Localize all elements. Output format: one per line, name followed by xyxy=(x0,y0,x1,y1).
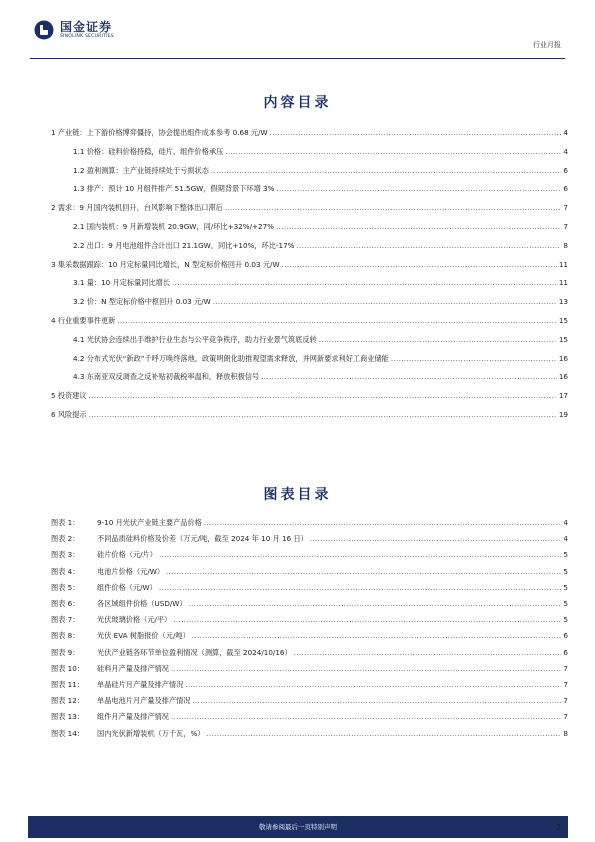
figure-label: 图表 6： xyxy=(51,599,80,608)
figure-label: 图表 3： xyxy=(51,550,80,560)
page-ref: 16 xyxy=(558,372,568,382)
dot-leader xyxy=(206,729,561,739)
toc-entry-title: 4.3 东南亚双反调查之反补贴初裁税率温和，释放积极信号 xyxy=(73,372,260,382)
figure-entry[interactable] xyxy=(51,613,568,625)
dot-leader xyxy=(261,372,557,382)
figure-title: 光伏产业链各环节单位盈利情况（测算，截至 2024/10/16） xyxy=(97,647,292,657)
dot-leader xyxy=(310,534,562,544)
dot-leader xyxy=(225,203,562,213)
toc-entry-title: 3 集采数据跟踪：10 月定标量同比增长，N 型定标价格回升 0.03 元/W xyxy=(51,259,280,269)
page-header xyxy=(0,0,595,60)
page-ref: 4 xyxy=(563,128,568,137)
dot-leader xyxy=(294,648,562,658)
figure-entry[interactable] xyxy=(51,662,568,674)
figure-title: 各区域组件价格（USD/W） xyxy=(97,599,187,608)
toc-entry[interactable] xyxy=(51,389,568,401)
figure-title: 国内光伏新增装机（万千瓦，%） xyxy=(97,728,205,738)
dot-leader xyxy=(173,615,561,625)
page-ref: 7 xyxy=(563,663,568,673)
dot-leader xyxy=(171,664,562,674)
figure-label: 图表 10： xyxy=(51,663,84,673)
toc-entry-title: 1.2 盈利测算：主产业链持续处于亏损状态 xyxy=(73,165,209,175)
toc-entry[interactable] xyxy=(51,314,568,326)
page-ref: 11 xyxy=(558,278,568,288)
dot-leader xyxy=(171,712,562,722)
toc-entry[interactable] xyxy=(51,370,568,382)
toc-entry-title: 3.1 量：10 月定标量同比增长 xyxy=(73,278,171,288)
figure-label: 图表 7： xyxy=(51,615,80,625)
page-ref: 8 xyxy=(563,240,568,250)
figure-title: 组件月产量及排产情况 xyxy=(97,712,169,722)
figure-entry[interactable] xyxy=(51,565,568,577)
page-ref: 13 xyxy=(558,297,568,307)
figure-title: 单晶电池片月产量及排产情况 xyxy=(97,696,191,706)
page-ref: 4 xyxy=(563,518,568,527)
page-ref: 7 xyxy=(563,680,568,689)
figure-title: 光伏玻璃价格（元/平） xyxy=(97,615,172,625)
dot-leader xyxy=(159,550,561,560)
dot-leader xyxy=(296,241,561,251)
figure-label: 图表 1： xyxy=(51,518,80,527)
sinolink-logo-icon xyxy=(34,20,54,40)
figure-label: 图表 13： xyxy=(51,712,84,722)
figure-title: 光伏 EVA 树脂报价（元/吨） xyxy=(97,631,190,641)
report-category: 行业月报 xyxy=(533,41,561,49)
toc-entry[interactable] xyxy=(51,145,568,157)
page-ref: 7 xyxy=(563,203,568,213)
figure-label: 图表 12： xyxy=(51,696,84,706)
dot-leader xyxy=(192,631,562,641)
toc-entry-title: 4.2 分布式光伏“新政”千呼万唤终落地，政策明朗化助推观望需求释放，并网新要求利好工商业储能 xyxy=(73,353,389,363)
figure-title: 电池片价格（元/W） xyxy=(97,566,165,576)
figure-entry[interactable] xyxy=(51,548,568,560)
figure-entry[interactable] xyxy=(51,710,568,722)
figure-title: 硅料月产量及排产情况 xyxy=(97,663,169,673)
page-ref: 7 xyxy=(563,222,568,231)
figure-entry[interactable] xyxy=(51,694,568,706)
page-ref: 5 xyxy=(563,582,568,592)
dot-leader xyxy=(192,696,561,706)
dot-leader xyxy=(391,354,557,364)
dot-leader xyxy=(282,260,557,270)
figure-entry[interactable] xyxy=(51,646,568,658)
toc-entry-title: 6 风险提示 xyxy=(51,410,87,419)
toc-entry[interactable] xyxy=(51,164,568,176)
toc-entry-title: 1.1 价格：硅料价格持稳，硅片、组件价格承压 xyxy=(73,146,224,156)
page-ref: 19 xyxy=(558,410,568,419)
company-logo xyxy=(34,20,114,40)
page-ref: 15 xyxy=(558,316,568,325)
toc-entry-title: 2 需求：9 月国内装机回升，台风影响下整体出口滞后 xyxy=(51,203,223,213)
figure-title: 硅片价格（元/片） xyxy=(97,550,157,560)
figure-title: 不同品质硅料价格及价差（万元/吨，截至 2024 年 10 月 16 日） xyxy=(97,534,308,544)
page-ref: 5 xyxy=(563,550,568,560)
toc-entry-title: 1.3 排产：预计 10 月组件排产 51.5GW，假期背景下环增 3% xyxy=(73,184,275,194)
figure-label: 图表 2： xyxy=(51,534,80,544)
page-ref: 16 xyxy=(558,353,568,363)
toc-entry-title: 2.1 国内装机：9 月新增装机 20.9GW，同/环比+32%/+27% xyxy=(73,222,275,231)
page-ref: 6 xyxy=(563,184,568,194)
page-ref: 11 xyxy=(558,259,568,269)
dot-leader xyxy=(276,184,561,194)
figure-label: 图表 11： xyxy=(51,680,84,689)
page-ref: 15 xyxy=(558,334,568,344)
figure-entry[interactable] xyxy=(51,581,568,593)
dot-leader xyxy=(189,599,562,609)
toc-entry-title: 3.2 价：N 型定标价格中枢回升 0.03 元/W xyxy=(73,297,211,307)
page-ref: 4 xyxy=(563,146,568,156)
figure-entry[interactable] xyxy=(51,629,568,641)
toc-entry-title: 5 投资建议 xyxy=(51,391,87,401)
dot-leader xyxy=(89,391,557,401)
page-ref: 6 xyxy=(563,647,568,657)
page-ref: 6 xyxy=(563,165,568,175)
page-ref: 8 xyxy=(563,728,568,738)
page-ref: 6 xyxy=(563,631,568,641)
figure-label: 图表 4： xyxy=(51,566,80,576)
dot-leader xyxy=(185,680,561,690)
toc-entry-title: 4.1 光伏协会连续出手维护行业生态与公平竞争秩序，助力行业景气筑底反转 xyxy=(73,334,317,344)
figure-entry[interactable] xyxy=(51,678,568,690)
toc-title: 内容目录 xyxy=(263,95,332,111)
page-ref: 5 xyxy=(563,599,568,608)
page-footer xyxy=(28,816,568,838)
toc-entry[interactable] xyxy=(51,295,568,307)
figure-label: 图表 14： xyxy=(51,728,84,738)
footer-disclaimer: 敬请参阅最后一页特别声明 xyxy=(259,823,337,831)
page-ref: 17 xyxy=(558,391,568,401)
toc-entry-title: 2.2 出口：9 月电池组件合计出口 21.1GW，同比+10%，环比-17% xyxy=(73,240,295,250)
dot-leader xyxy=(159,583,562,593)
dot-leader xyxy=(319,335,557,345)
toc-entry[interactable] xyxy=(51,239,568,251)
toc-entry[interactable] xyxy=(51,258,568,270)
figure-title: 组件价格（元/W） xyxy=(97,582,157,592)
toc-entry[interactable] xyxy=(51,408,568,420)
dot-leader xyxy=(89,410,557,420)
page-ref: 5 xyxy=(563,615,568,625)
logo-chinese-name: 国金证券 xyxy=(60,19,113,34)
toc-entry[interactable] xyxy=(51,126,568,138)
toc-entry[interactable] xyxy=(51,352,568,364)
figure-label: 图表 9： xyxy=(51,647,80,657)
header-divider xyxy=(30,58,565,59)
dot-leader xyxy=(211,166,562,176)
figure-label: 图表 8： xyxy=(51,631,80,641)
dot-leader xyxy=(276,222,561,232)
figure-entry[interactable] xyxy=(51,727,568,739)
page-ref: 5 xyxy=(563,566,568,576)
toc-entry[interactable] xyxy=(51,276,568,288)
dot-leader xyxy=(166,567,561,577)
toc-entry-title: 4 行业重要事件更新 xyxy=(51,316,116,325)
figure-entry[interactable] xyxy=(51,532,568,544)
figure-title: 单晶硅片月产量及排产情况 xyxy=(97,680,184,689)
dot-leader xyxy=(225,147,561,157)
page-ref: 7 xyxy=(563,696,568,706)
figure-title: 9-10 月光伏产业链主要产品价格 xyxy=(97,518,202,527)
toc-entry-title: 1 产业链：上下游价格博弈僵持，协会提出组件成本参考 0.68 元/W xyxy=(51,128,268,137)
figure-label: 图表 5： xyxy=(51,582,80,592)
figures-title: 图表目录 xyxy=(263,487,332,503)
toc-entry[interactable] xyxy=(51,201,568,213)
page-ref: 7 xyxy=(563,712,568,722)
page-number: 2 xyxy=(555,823,561,832)
figure-entry[interactable] xyxy=(51,597,568,609)
dot-leader xyxy=(270,128,562,138)
page-ref: 4 xyxy=(563,534,568,544)
toc-entry[interactable] xyxy=(51,333,568,345)
logo-english-name: SINOLINK SECURITIES xyxy=(60,33,114,39)
dot-leader xyxy=(213,297,557,307)
dot-leader xyxy=(204,518,562,528)
figure-entry[interactable] xyxy=(51,516,568,528)
toc-entry[interactable] xyxy=(51,220,568,232)
dot-leader xyxy=(172,278,557,288)
toc-entry[interactable] xyxy=(51,182,568,194)
dot-leader xyxy=(117,316,556,326)
